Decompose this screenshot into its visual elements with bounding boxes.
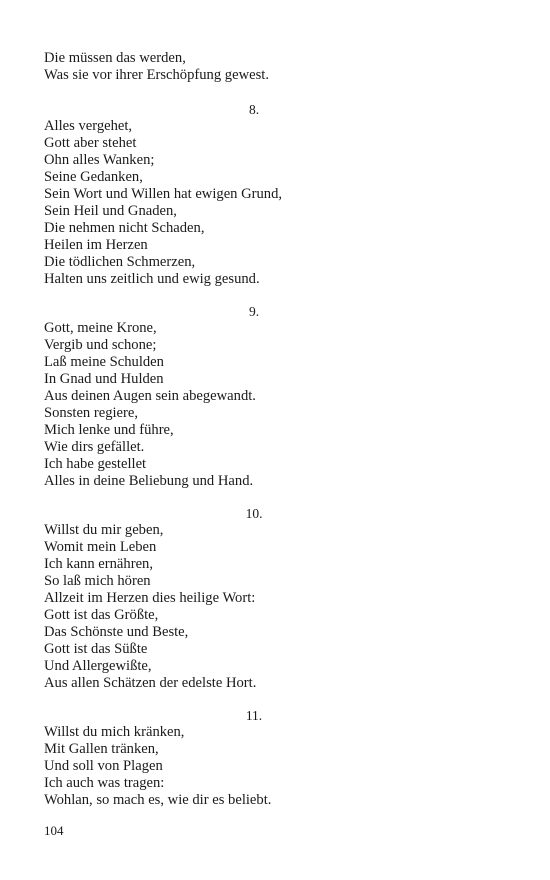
stanza-number: 9. [248, 304, 260, 319]
verse-line: Seine Gedanken, [44, 169, 143, 185]
verse-line: Ohn alles Wanken; [44, 152, 155, 168]
verse-line: Allzeit im Herzen dies heilige Wort: [44, 590, 256, 606]
stanza-number: 8. [248, 102, 260, 117]
verse-line: Halten uns zeitlich und ewig gesund. [44, 271, 260, 287]
verse-line: Heilen im Herzen [44, 237, 148, 253]
verse-line: Sonsten regiere, [44, 405, 139, 421]
verse-line: Willst du mir geben, [44, 522, 164, 538]
verse-line: Laß meine Schulden [44, 354, 164, 370]
verse-line: Wohlan, so mach es, wie dir es beliebt. [44, 792, 272, 808]
verse-line: Sein Heil und Gnaden, [44, 203, 177, 219]
verse-line: Ich auch was tragen: [44, 775, 165, 791]
verse-line: Ich habe gestellet [44, 456, 147, 472]
verse-line: Die tödlichen Schmerzen, [44, 254, 196, 270]
verse-line: Gott, meine Krone, [44, 320, 157, 336]
verse-line: So laß mich hören [44, 573, 151, 589]
verse-line: Mich lenke und führe, [44, 422, 174, 438]
verse-line: Gott aber stehet [44, 135, 137, 151]
verse-line: Alles vergehet, [44, 118, 133, 134]
opening-line: Die müssen das werden, [44, 50, 186, 66]
verse-line: Das Schönste und Beste, [44, 624, 189, 640]
verse-line: Ich kann ernähren, [44, 556, 153, 572]
verse-line: Wie dirs gefället. [44, 439, 145, 455]
stanza-number: 11. [245, 708, 263, 723]
verse-line: Vergib und schone; [44, 337, 157, 353]
opening-line: Was sie vor ihrer Erschöpfung gewest. [44, 67, 269, 83]
stanza-number: 10. [245, 506, 263, 521]
verse-line: Gott ist das Größte, [44, 607, 159, 623]
verse-line: Mit Gallen tränken, [44, 741, 159, 757]
verse-line: In Gnad und Hulden [44, 371, 164, 387]
page-number: 104 [44, 823, 64, 838]
verse-line: Aus deinen Augen sein abegewandt. [44, 388, 256, 404]
verse-line: Und Allergewißte, [44, 658, 152, 674]
verse-line: Alles in deine Beliebung und Hand. [44, 473, 254, 489]
verse-line: Willst du mich kränken, [44, 724, 185, 740]
verse-line: Die nehmen nicht Schaden, [44, 220, 205, 236]
verse-line: Womit mein Leben [44, 539, 157, 555]
verse-line: Aus allen Schätzen der edelste Hort. [44, 675, 257, 691]
verse-line: Gott ist das Süßte [44, 641, 148, 657]
verse-line: Und soll von Plagen [44, 758, 163, 774]
verse-line: Sein Wort und Willen hat ewigen Grund, [44, 186, 283, 202]
